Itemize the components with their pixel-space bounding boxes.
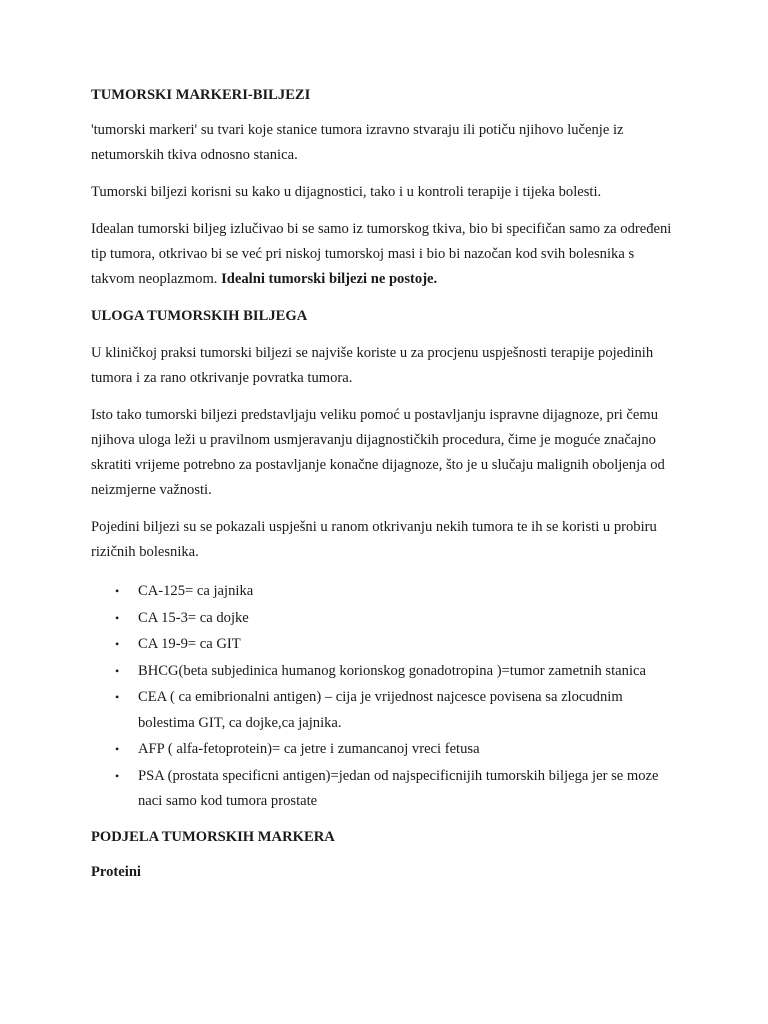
- list-item-text: CA 19-9= ca GIT: [138, 636, 241, 652]
- list-item-text: CEA ( ca emibrionalni antigen) – cija je vrijednost najcesce povisena sa zlocudnim bolestima GIT, ca dojke,ca jajnika.: [138, 689, 623, 731]
- section-heading-uloga: ULOGA TUMORSKIH BILJEGA: [91, 308, 308, 324]
- bullet-icon: •: [115, 663, 120, 678]
- bullet-icon: •: [115, 637, 120, 651]
- uloga-paragraph-3: Pojedini biljezi su se pokazali uspješni u ranom otkrivanju nekih tumora te ih se koristi u probiru rizičnih bolesnika.: [91, 519, 657, 560]
- list-item: [91, 685, 681, 736]
- bullet-icon: •: [115, 610, 120, 625]
- intro-paragraph-3: [91, 217, 681, 292]
- section-heading-podjela: PODJELA TUMORSKIH MARKERA: [91, 828, 335, 845]
- list-item-text: CA 15-3= ca dojke: [138, 609, 249, 626]
- subheading-proteini: Proteini: [91, 863, 141, 880]
- list-item: [91, 659, 681, 685]
- list-item: [91, 632, 681, 658]
- intro-paragraph-3-text: Idealan tumorski biljeg izlučivao bi se samo iz tumorskog tkiva, bio bi specifičan samo za određeni tip tumora, otkrivao bi se već pri niskoj tumorskoj masi i bio bi nazočan kod svih bolesnika s takvom neoplazmom.: [91, 221, 672, 287]
- bullet-icon: •: [115, 768, 120, 783]
- intro-paragraph-1: 'tumorski markeri' su tvari koje stanice tumora izravno stvaraju ili potiču njihovo lučenje iz netumorskih tkiva odnosno stanica.: [91, 122, 624, 163]
- bullet-icon: •: [115, 584, 120, 598]
- list-item-text: AFP ( alfa-fetoprotein)= ca jetre i zumancanoj vreci fetusa: [138, 741, 480, 757]
- intro-paragraph-3-emphasis: Idealni tumorski biljezi ne postoje.: [221, 271, 438, 287]
- document-content: [91, 83, 681, 885]
- list-item: [91, 737, 681, 763]
- uloga-paragraph-1: U kliničkoj praksi tumorski biljezi se najviše koriste u za procjenu uspješnosti terapije pojedinih tumora i za rano otkrivanje povratka tumora.: [91, 345, 654, 386]
- markers-list: [91, 579, 681, 815]
- list-item-text: CA-125= ca jajnika: [138, 583, 254, 599]
- bullet-icon: •: [115, 690, 120, 704]
- list-item: [91, 606, 681, 632]
- uloga-paragraph-2: Isto tako tumorski biljezi predstavljaju veliku pomoć u postavljanju ispravne dijagnoze, pri čemu njihova uloga leži u pravilnom usmjeravanju dijagnostičkih procedura, čime je moguće značajno skratiti vrijeme potrebno za postavljanje konačne dijagnoze, što je u slučaju malignih oboljenja od neizmjerne važnosti.: [91, 407, 665, 498]
- list-item: [91, 764, 681, 815]
- bullet-icon: •: [115, 742, 120, 756]
- document-title: TUMORSKI MARKERI-BILJEZI: [91, 87, 311, 103]
- list-item-text: PSA (prostata specificni antigen)=jedan od najspecificnijih tumorskih biljega jer se moze naci samo kod tumora prostate: [138, 767, 659, 809]
- intro-paragraph-2: Tumorski biljezi korisni su kako u dijagnostici, tako i u kontroli terapije i tijeka bolesti.: [91, 184, 602, 200]
- list-item-text: BHCG(beta subjedinica humanog korionskog gonadotropina )=tumor zametnih stanica: [138, 662, 646, 679]
- list-item: [91, 579, 681, 605]
